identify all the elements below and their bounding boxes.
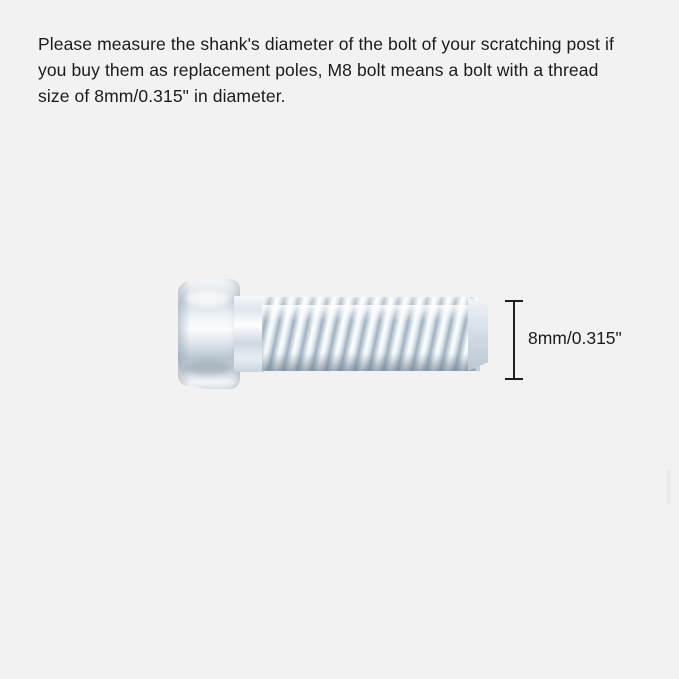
edge-artifact <box>667 470 671 504</box>
bolt-tip <box>468 297 488 371</box>
dimension-line-icon <box>513 300 515 380</box>
bolt-shank <box>234 296 264 372</box>
dimension-cap-bottom-icon <box>505 378 523 380</box>
dimension-marker <box>505 300 523 380</box>
instruction-text: Please measure the shank's diameter of the bolt of your scratching post if you buy them as replacement poles, M8 bolt means a bolt with a thread size of 8mm/0.315" in diameter. <box>38 34 614 106</box>
dimension-label: 8mm/0.315" <box>528 328 622 348</box>
bolt-head-shadow <box>184 361 232 375</box>
bolt-head-highlight <box>186 291 230 307</box>
bolt-illustration <box>178 279 488 391</box>
bolt-threads <box>262 297 480 371</box>
